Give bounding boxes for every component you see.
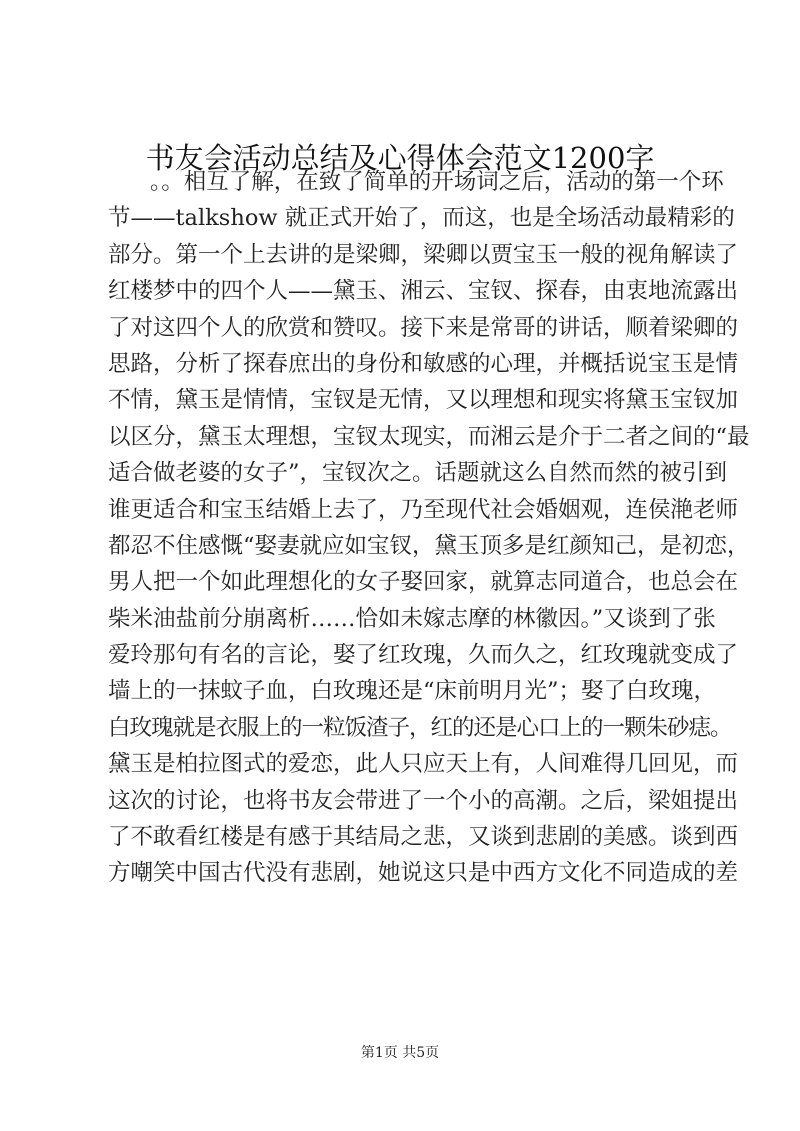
text-line: 红楼梦中的四个人——黛玉、湘云、宝钗、探春，由衷地流露出	[108, 278, 739, 305]
page-number: 第1页 共5页	[360, 1045, 440, 1061]
document-body	[108, 164, 750, 892]
text-line: 方嘲笑中国古代没有悲剧，她说这只是中西方文化不同造成的差	[108, 860, 739, 887]
text-line: 都忍不住感慨“娶妻就应如宝钗，黛玉顶多是红颜知己，是初恋，	[108, 532, 750, 559]
text-line: 不情，黛玉是情情，宝钗是无情，又以理想和现实将黛玉宝钗加	[108, 387, 739, 414]
text-line: 以区分，黛玉太理想，宝钗太现实，而湘云是介于二者之间的“最	[108, 423, 750, 450]
text-line: 爱玲那句有名的言论，娶了红玫瑰，久而久之，红玫瑰就变成了	[108, 642, 739, 669]
document-title: 书友会活动总结及心得体会范文1200字	[145, 141, 655, 175]
text-line: 柴米油盐前分崩离析……恰如未嫁志摩的林徽因。”又谈到了张	[108, 605, 716, 632]
text-line: 节——talkshow 就正式开始了，而这，也是全场活动最精彩的	[108, 205, 735, 232]
text-line: 思路，分析了探春庶出的身份和敏感的心理，并概括说宝玉是情	[108, 350, 739, 377]
text-line: 了对这四个人的欣赏和赞叹。接下来是常哥的讲话，顺着梁卿的	[108, 314, 739, 341]
text-line: 适合做老婆的女子”，宝钗次之。话题就这么自然而然的被引到	[108, 460, 728, 487]
text-line: 部分。第一个上去讲的是梁卿，梁卿以贾宝玉一般的视角解读了	[108, 241, 739, 268]
text-line: 男人把一个如此理想化的女子娶回家，就算志同道合，也总会在	[108, 569, 739, 596]
text-line: 白玫瑰就是衣服上的一粒饭渣子，红的还是心口上的一颗朱砂痣。	[108, 714, 732, 741]
text-line: 黛玉是柏拉图式的爱恋，此人只应天上有，人间难得几回见，而	[108, 751, 739, 778]
text-line: 墙上的一抹蚊子血，白玫瑰还是“床前明月光”；娶了白玫瑰，	[108, 678, 717, 705]
text-line: 谁更适合和宝玉结婚上去了，乃至现代社会婚姻观，连侯滟老师	[108, 496, 739, 523]
text-line: 这次的讨论，也将书友会带进了一个小的高潮。之后，梁姐提出	[108, 787, 739, 814]
text-line: 了不敢看红楼是有感于其结局之悲，又谈到悲剧的美感。谈到西	[108, 824, 739, 851]
text-line: 。。相互了解，在致了简单的开场词之后，活动的第一个环	[150, 169, 724, 195]
